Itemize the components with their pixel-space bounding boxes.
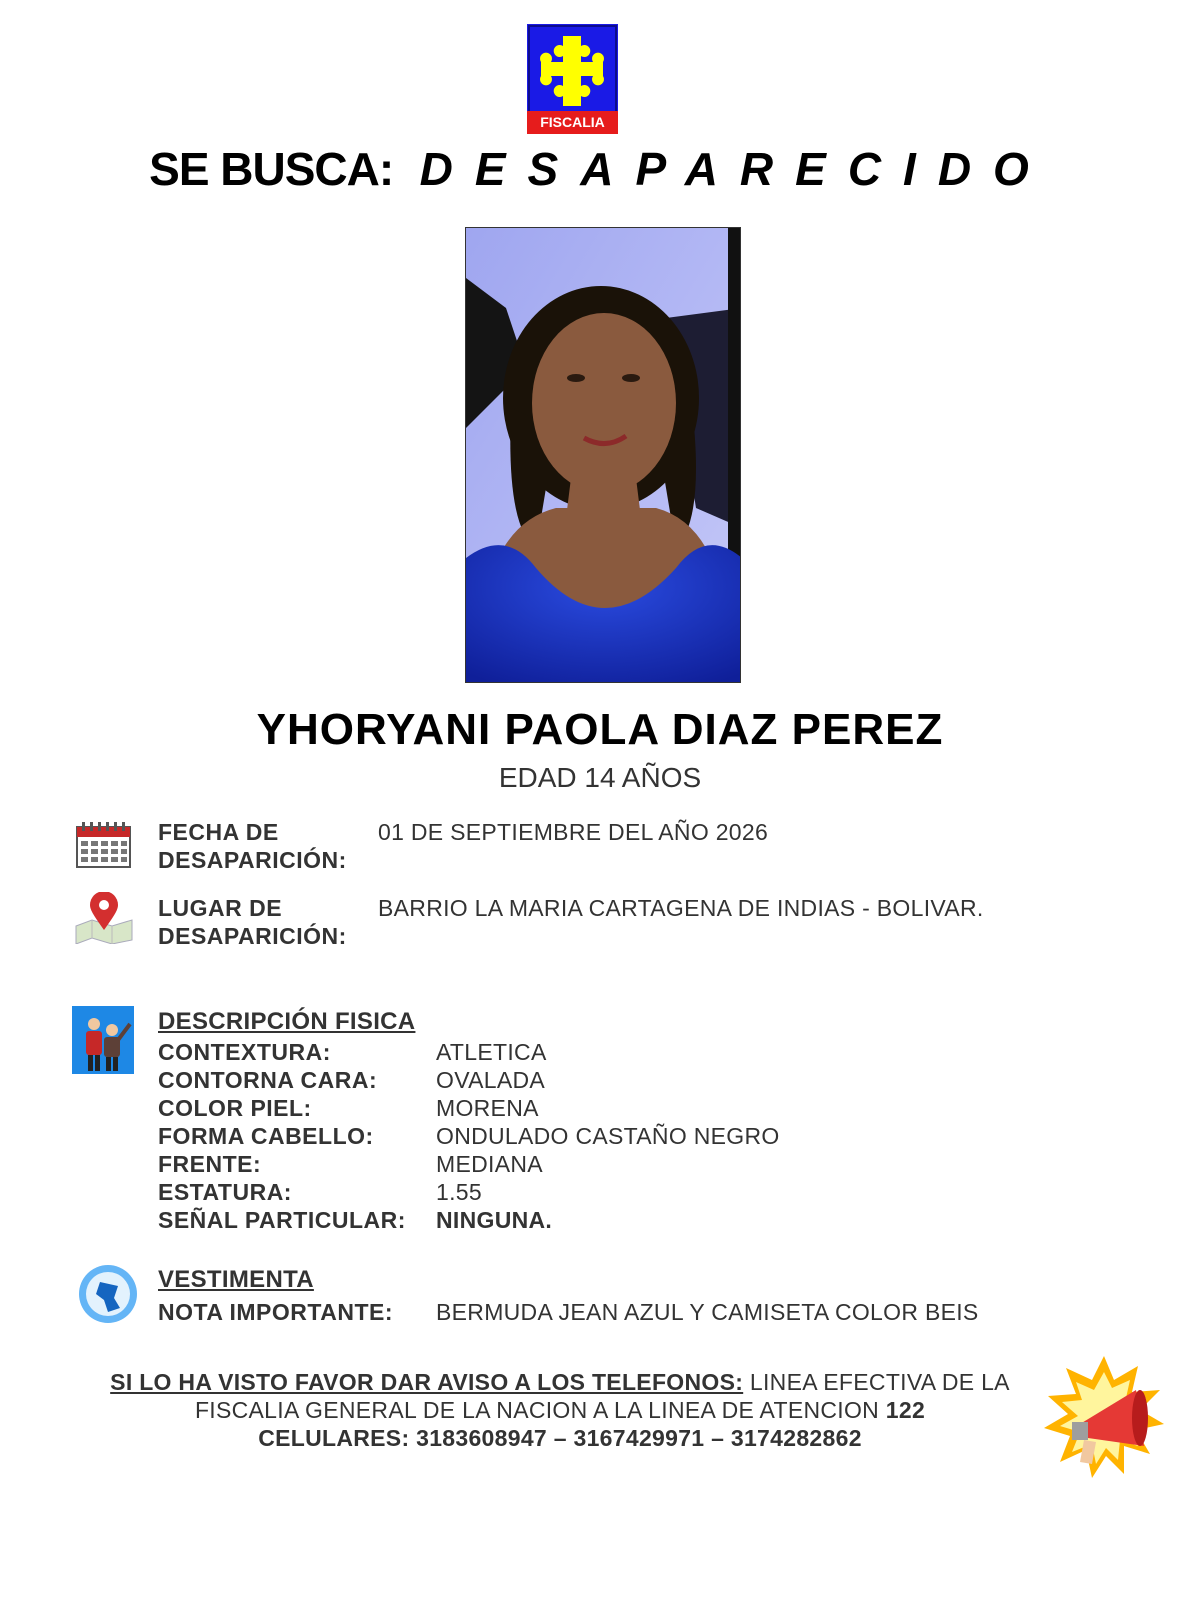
heading-main: DESAPARECIDO [419,143,1051,195]
contact-line1-rest: LINEA EFECTIVA DE LA [743,1369,1010,1395]
heading-prefix: SE BUSCA: [149,143,394,195]
description-row-label: ESTATURA: [158,1179,292,1205]
contact-line-1 [60,1368,1060,1396]
map-pin-icon [72,892,136,944]
contact-line-number: 122 [885,1397,926,1423]
description-row [158,1094,1058,1122]
fiscalia-logo [527,24,618,134]
description-row-label: COLOR PIEL: [158,1095,312,1121]
date-label: FECHA DE DESAPARICIÓN: [158,819,347,873]
date-value: 01 DE SEPTIEMBRE DEL AÑO 2026 [378,819,769,845]
description-row [158,1178,1058,1206]
calendar-icon [76,822,131,868]
description-row-label: FRENTE: [158,1151,262,1177]
place-label: LUGAR DE DESAPARICIÓN: [158,895,347,949]
description-row [158,1150,1058,1178]
contact-line-3 [60,1424,1060,1452]
description-table [158,1038,1058,1238]
description-row-label: FORMA CABELLO: [158,1123,374,1149]
description-row-label: SEÑAL PARTICULAR: [158,1207,406,1233]
description-row-label: CONTEXTURA: [158,1039,331,1065]
description-row-value: ATLETICA [436,1039,547,1065]
description-row [158,1066,1058,1094]
contact-intro: SI LO HA VISTO FAVOR DAR AVISO A LOS TELEFONOS: [110,1369,744,1395]
clothing-label: NOTA IMPORTANTE: [158,1299,393,1325]
description-row-value: 1.55 [436,1179,482,1205]
description-row-value: NINGUNA. [436,1207,553,1233]
description-row [158,1206,1058,1234]
contact-phones: CELULARES: 3183608947 – 3167429971 – 3174282862 [258,1425,862,1451]
person-name: YHORYANI PAOLA DIAZ PEREZ [256,705,944,754]
clothing-title: VESTIMENTA [158,1266,314,1293]
description-title: DESCRIPCIÓN FISICA [158,1008,416,1035]
description-row-value: MORENA [436,1095,539,1121]
description-row [158,1038,1058,1066]
poster-heading [0,142,1200,212]
description-row-value: MEDIANA [436,1151,543,1177]
contact-info [60,1368,1060,1452]
contact-line-2: FISCALIA GENERAL DE LA NACION A LA LINEA DE ATENCION 122 [194,1397,926,1423]
description-row-label: CONTORNA CARA: [158,1067,378,1093]
missing-person-photo [465,227,741,683]
svg-text:FISCALIA: FISCALIA [540,114,605,130]
globe-icon [78,1264,138,1324]
megaphone-icon [1040,1354,1168,1482]
clothing-value: BERMUDA JEAN AZUL Y CAMISETA COLOR BEIS [436,1299,979,1325]
description-row-value: OVALADA [436,1067,546,1093]
description-row-value: ONDULADO CASTAÑO NEGRO [436,1123,780,1149]
people-icon [72,1006,134,1074]
person-age: EDAD 14 AÑOS [498,762,702,793]
place-value: BARRIO LA MARIA CARTAGENA DE INDIAS - BOLIVAR. [378,895,984,921]
description-row [158,1122,1058,1150]
